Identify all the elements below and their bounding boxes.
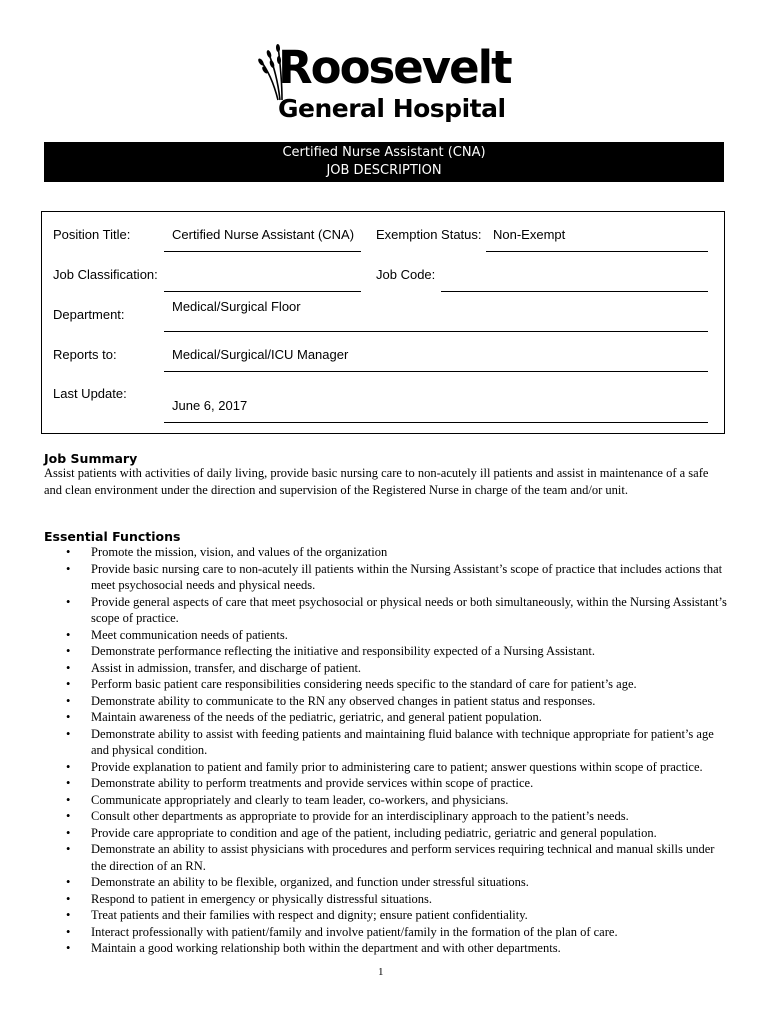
function-item	[60, 940, 728, 957]
function-item	[60, 643, 728, 660]
function-item	[60, 874, 728, 891]
function-text: Demonstrate ability to perform treatments and provide services within scope of practice.	[91, 776, 534, 790]
bullet-icon: •	[66, 891, 71, 906]
function-item	[60, 709, 728, 726]
job-summary-heading: Job Summary	[44, 451, 138, 466]
function-item	[60, 594, 728, 627]
exemption-status-underline	[486, 251, 708, 252]
bullet-icon: •	[66, 594, 71, 609]
function-text: Consult other departments as appropriate to provide for an interdisciplinary approach to the patient’s needs.	[91, 809, 629, 823]
function-item	[60, 825, 728, 842]
function-item	[60, 775, 728, 792]
function-item	[60, 726, 728, 759]
function-item	[60, 907, 728, 924]
last-update-underline	[164, 422, 708, 423]
function-item	[60, 544, 728, 561]
function-text: Provide care appropriate to condition and age of the patient, including pediatric, geriatric and general population.	[91, 825, 657, 840]
position-title-value: Certified Nurse Assistant (CNA)	[172, 227, 355, 242]
document-subtitle: JOB DESCRIPTION	[326, 163, 442, 178]
reports-to-label: Reports to:	[53, 347, 117, 362]
last-update-label: Last Update:	[53, 386, 127, 401]
position-title-underline	[164, 251, 361, 252]
function-text: Maintain awareness of the needs of the pediatric, geriatric, and general patient population.	[91, 710, 542, 724]
function-item	[60, 676, 728, 693]
function-text: Meet communication needs of patients.	[91, 627, 288, 642]
logo-subtitle: General Hospital	[278, 94, 506, 123]
bullet-icon: •	[66, 842, 71, 856]
hospital-logo	[256, 40, 518, 128]
bullet-icon: •	[66, 726, 71, 741]
bullet-icon: •	[66, 644, 71, 658]
department-label: Department:	[53, 307, 125, 322]
bullet-icon: •	[66, 941, 71, 955]
job-classification-underline	[164, 291, 361, 292]
bullet-icon: •	[66, 693, 71, 708]
bullet-icon: •	[66, 809, 71, 823]
bullet-icon: •	[66, 776, 71, 790]
function-text: Perform basic patient care responsibilities considering needs specific to the standard of care for patient’s age.	[91, 677, 637, 691]
function-text: Demonstrate performance reflecting the initiative and responsibility expected of a Nursing Assistant.	[91, 644, 596, 658]
function-text: Interact professionally with patient/family and involve patient/family in the formation of the plan of care.	[91, 924, 618, 939]
bullet-icon: •	[66, 660, 71, 675]
function-item	[60, 693, 728, 710]
essential-functions-heading: Essential Functions	[44, 529, 181, 544]
function-item	[60, 759, 728, 776]
bullet-icon: •	[66, 825, 71, 840]
function-text: Demonstrate an ability to assist physicians with procedures and perform services requiring technical and manual skills under the direction of an RN.	[91, 842, 715, 873]
bullet-icon: •	[66, 710, 71, 724]
reports-to-underline	[164, 371, 708, 372]
last-update-value: June 6, 2017	[172, 398, 248, 413]
function-text: Communicate appropriately and clearly to team leader, co-workers, and physicians.	[91, 792, 509, 807]
essential-functions-list	[60, 544, 728, 957]
job-code-label: Job Code:	[376, 267, 436, 282]
title-banner	[44, 142, 724, 182]
bullet-icon: •	[66, 627, 71, 642]
bullet-icon: •	[66, 545, 71, 559]
document-title: Certified Nurse Assistant (CNA)	[282, 145, 486, 160]
function-text: Provide basic nursing care to non-acutely ill patients within the Nursing Assistant’s scope of practice that includes actions that meet psychosocial needs and physical needs.	[91, 561, 723, 592]
bullet-icon: •	[66, 759, 71, 774]
department-underline	[164, 331, 708, 332]
function-item	[60, 808, 728, 825]
job-summary-text: Assist patients with activities of daily living, provide basic nursing care to non-acutely ill patients and assist in maintenance of a safe and clean environment under the direction and supervision of the Registered Nurse in charge of the team and/or unit.	[44, 466, 709, 497]
function-item	[60, 891, 728, 908]
function-item	[60, 924, 728, 941]
function-text: Assist in admission, transfer, and discharge of patient.	[91, 660, 362, 675]
logo-title: Roosevelt	[278, 41, 511, 94]
function-item	[60, 841, 728, 874]
department-value: Medical/Surgical Floor	[172, 299, 301, 314]
position-info-box	[41, 211, 725, 434]
function-item	[60, 792, 728, 809]
function-item	[60, 660, 728, 677]
function-text: Provide general aspects of care that meet psychosocial or physical needs or both simultaneously, within the Nursing Assistant’s scope of practice.	[91, 594, 727, 625]
function-text: Demonstrate ability to assist with feeding patients and maintaining fluid balance with technique appropriate for patient’s age and physical condition.	[91, 726, 714, 757]
bullet-icon: •	[66, 908, 71, 922]
function-text: Treat patients and their families with respect and dignity; ensure patient confidentiality.	[91, 908, 528, 922]
bullet-icon: •	[66, 677, 71, 691]
bullet-icon: •	[66, 792, 71, 807]
bullet-icon: •	[66, 561, 71, 576]
function-text: Maintain a good working relationship both within the department and with other departments.	[91, 941, 561, 955]
page-number: 1	[378, 966, 384, 978]
exemption-status-value: Non-Exempt	[493, 227, 566, 242]
function-text: Demonstrate an ability to be flexible, organized, and function under stressful situations.	[91, 875, 529, 889]
function-item	[60, 627, 728, 644]
function-text: Provide explanation to patient and family prior to administering care to patient; answer questions within scope of practice.	[91, 759, 703, 774]
job-classification-label: Job Classification:	[53, 267, 158, 282]
job-code-underline	[441, 291, 708, 292]
position-title-label: Position Title:	[53, 227, 131, 242]
function-text: Promote the mission, vision, and values of the organization	[91, 545, 388, 559]
function-text: Demonstrate ability to communicate to the RN any observed changes in patient status and responses.	[91, 693, 596, 708]
function-text: Respond to patient in emergency or physically distressful situations.	[91, 891, 433, 906]
bullet-icon: •	[66, 875, 71, 889]
bullet-icon: •	[66, 924, 71, 939]
reports-to-value: Medical/Surgical/ICU Manager	[172, 347, 349, 362]
exemption-status-label: Exemption Status:	[376, 227, 482, 242]
function-item	[60, 561, 728, 594]
